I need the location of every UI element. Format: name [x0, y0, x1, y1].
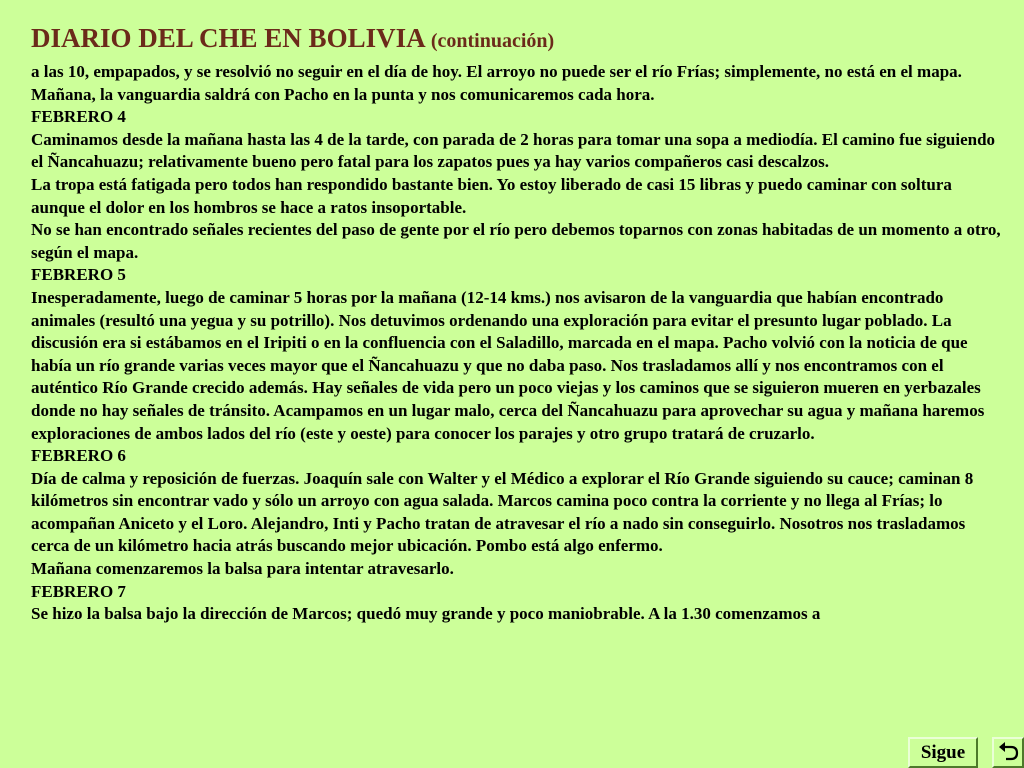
date-heading: FEBRERO 7 [31, 581, 126, 601]
next-button[interactable]: Sigue [908, 737, 978, 768]
return-arrow-icon [994, 739, 1022, 766]
paragraph: a las 10, empapados, y se resolvió no seguir en el día de hoy. El arroyo no puede ser el río Frías; simplemente, no está en el mapa. [31, 62, 962, 81]
paragraph: Caminamos desde la mañana hasta las 4 de la tarde, con parada de 2 horas para tomar una sopa a mediodía. El camino fue siguiendo el Ñancahuazu; relativamente bueno pero fatal para los zapatos pues ya hay varios compañeros casi descalzos. [31, 129, 996, 172]
paragraph: Día de calma y reposición de fuerzas. Joaquín sale con Walter y el Médico a explorar el Río Grande siguiendo su cauce; caminan 8 kilómetros sin encontrar vado y sólo un arroyo con agua salada. Marcos camina poco contra la corriente y no llega al Frías; lo acompañan Aniceto y el Loro. Alejandro, Inti y Pacho tratan de atravesar el río a nado sin conseguirlo. Nosotros nos trasladamos cerca de un kilómetro hacia atrás buscando mejor ubicación. Pombo está algo enfermo. [31, 468, 974, 556]
return-button[interactable] [992, 737, 1024, 768]
paragraph: Inesperadamente, luego de caminar 5 horas por la mañana (12-14 kms.) nos avisaron de la vanguardia que habían encontrado animales (resultó una yegua y su potrillo). Nos detuvimos ordenando una exploración para evitar el presunto lugar poblado. La discusión era si estábamos en el Iripiti o en la confluencia con el Saladillo, marcada en el mapa. Pacho volvió con la noticia de que había un río grande varias veces mayor que el Ñancahuazu y que no daba paso. Nos trasladamos allí y nos encontramos con el auténtico Río Grande crecido además. Hay señales de vida pero un poco viejas y los caminos que se siguieron mueren en yerbazales donde no hay señales de tránsito. Acampamos en un lugar malo, cerca del Ñancahuazu para aprovechar su agua y mañana haremos exploraciones de ambos lados del río (este y oeste) para conocer los parajes y otro grupo tratará de cruzarlo. [31, 287, 985, 443]
paragraph: La tropa está fatigada pero todos han respondido bastante bien. Yo estoy liberado de casi 15 libras y puedo caminar con soltura aunque el dolor en los hombros se hace a ratos insoportable. [31, 174, 952, 217]
date-heading: FEBRERO 6 [31, 446, 126, 466]
paragraph: Se hizo la balsa bajo la dirección de Marcos; quedó muy grande y poco maniobrable. A la 1.30 comenzamos a [31, 604, 821, 624]
date-heading: FEBRERO 4 [31, 107, 126, 127]
paragraph: Mañana, la vanguardia saldrá con Pacho en la punta y nos comunicaremos cada hora. [31, 84, 655, 104]
paragraph: Mañana comenzaremos la balsa para intentar atravesarlo. [31, 559, 454, 579]
date-heading: FEBRERO 5 [31, 265, 126, 285]
title-subtitle: (continuación) [430, 30, 555, 52]
paragraph: No se han encontrado señales recientes del paso de gente por el río pero debemos toparnos con zonas habitadas de un momento a otro, según el mapa. [31, 220, 1001, 262]
page-title [31, 21, 554, 58]
title-main: DIARIO DEL CHE EN BOLIVIA [31, 23, 425, 53]
diary-text [31, 61, 1006, 626]
